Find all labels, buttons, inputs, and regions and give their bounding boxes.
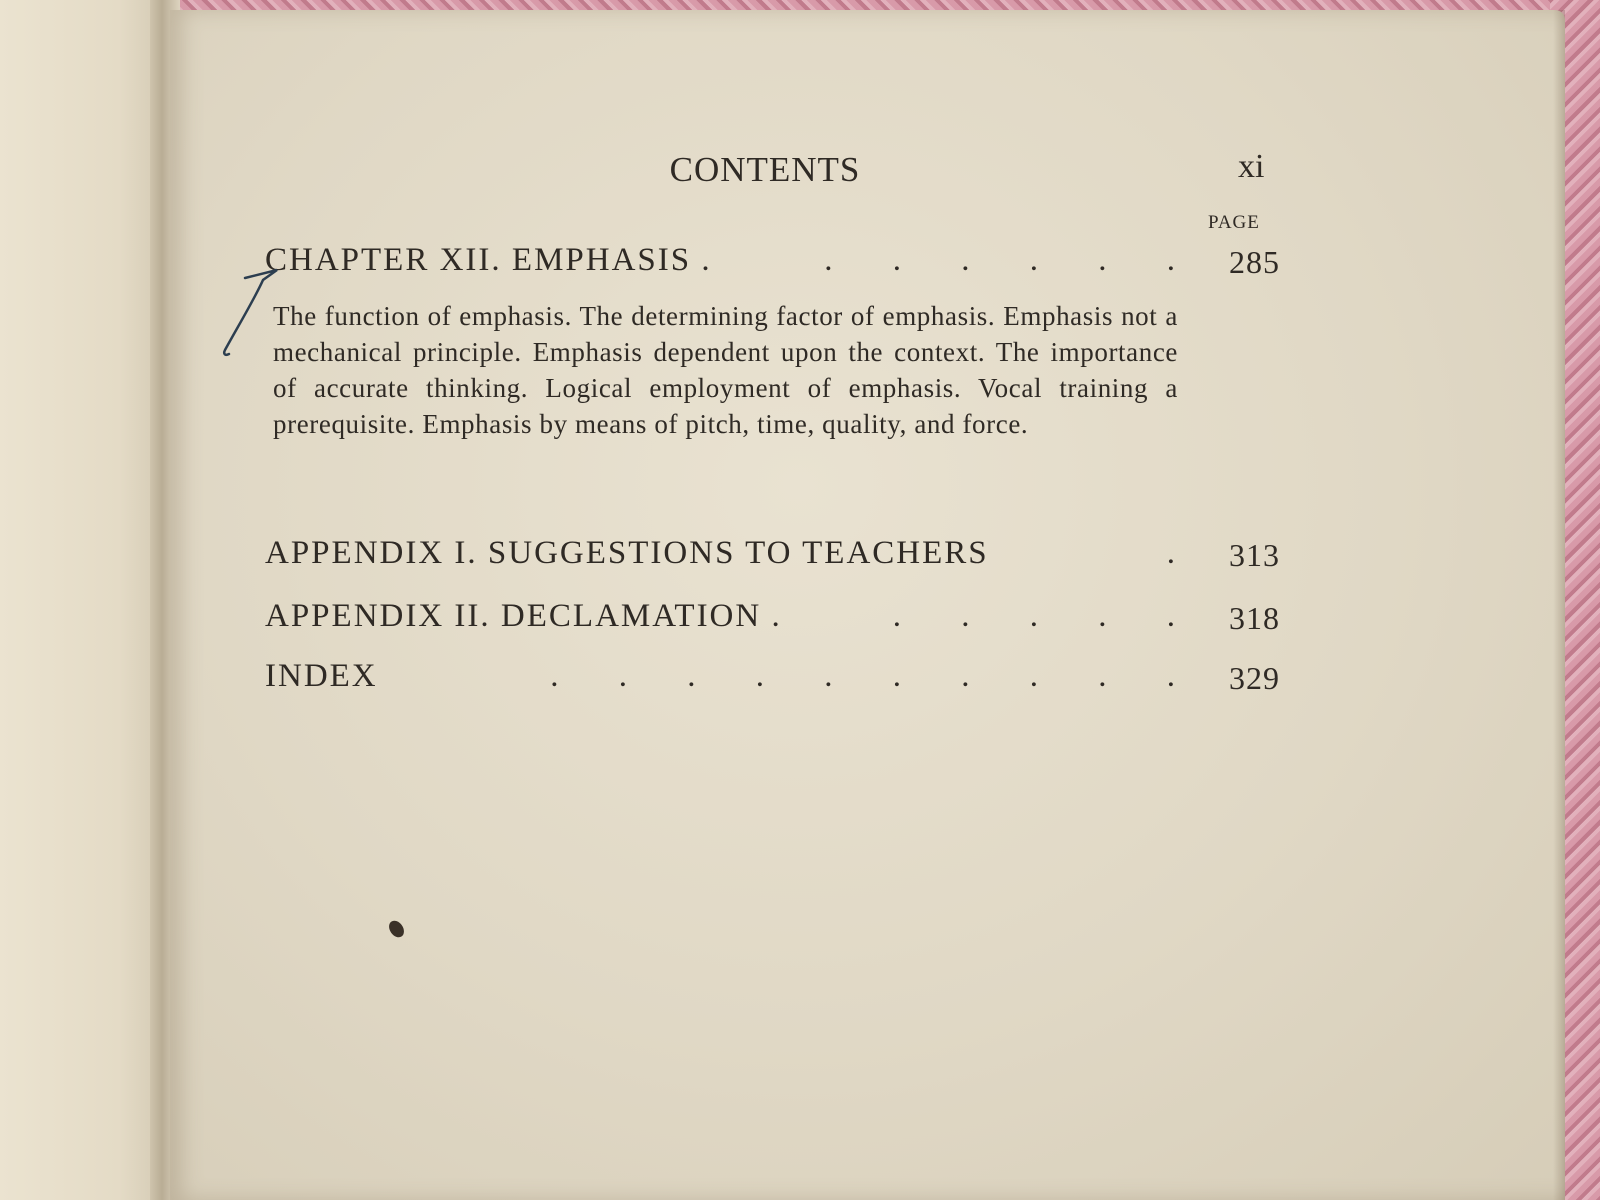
toc-entry-page: 285 bbox=[1229, 244, 1280, 280]
page-edge-shadow bbox=[1553, 10, 1565, 1200]
chapter-summary: The function of emphasis. The determining factor of emphasis. Emphasis not a mechanical principle. Emphasis dependent upon the context. The importance of accurate thinking. Logical employment of emphasis. Vocal training a prerequisite. Emphasis by means of pitch, time, quality, and force. bbox=[273, 301, 1178, 439]
toc-dot-leaders: . . . . . . . . . . bbox=[550, 658, 1175, 694]
toc-entry-page: 329 bbox=[1229, 660, 1280, 696]
toc-dot-leaders: . . . . . bbox=[892, 598, 1175, 634]
contents-page bbox=[170, 10, 1565, 1200]
toc-entry-title: INDEX bbox=[265, 658, 378, 694]
toc-dot-leaders: . bbox=[1166, 535, 1175, 571]
ink-smudge bbox=[386, 918, 407, 940]
facing-page bbox=[0, 0, 170, 1200]
toc-entry-page: 313 bbox=[1229, 537, 1280, 573]
toc-dot-leaders: . . . . . . bbox=[824, 242, 1175, 278]
page-column-label: PAGE bbox=[1208, 212, 1260, 233]
toc-entry-title: APPENDIX II. DECLAMATION . bbox=[265, 598, 782, 634]
toc-entry-index bbox=[265, 658, 1280, 708]
page-header: CONTENTS bbox=[669, 150, 861, 189]
pen-check-mark bbox=[215, 258, 295, 368]
toc-entry-chapter-xii bbox=[265, 242, 1280, 292]
page-number: xi bbox=[1238, 148, 1265, 185]
toc-entry-appendix-i bbox=[265, 535, 1280, 585]
toc-entry-title: CHAPTER XII. EMPHASIS . bbox=[265, 242, 712, 278]
toc-entry-page: 318 bbox=[1229, 600, 1280, 636]
toc-entry-title: APPENDIX I. SUGGESTIONS TO TEACHERS bbox=[265, 535, 989, 571]
toc-entry-appendix-ii bbox=[265, 598, 1280, 648]
